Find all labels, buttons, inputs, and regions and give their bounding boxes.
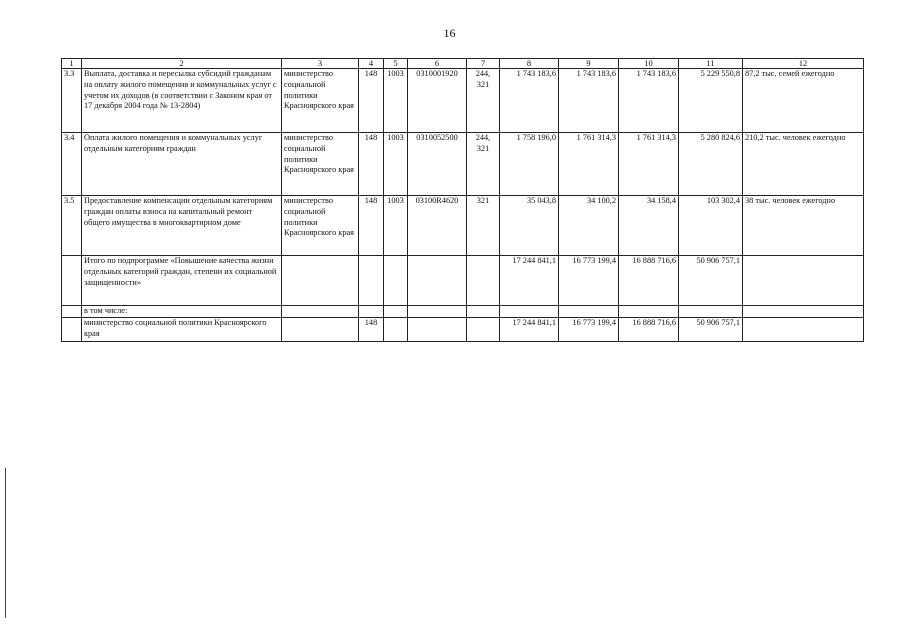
column-header: 10 [619, 59, 679, 69]
row-year2: 1 743 183,6 [559, 69, 619, 133]
row-vr: 244, 321 [467, 69, 500, 133]
column-header: 2 [82, 59, 282, 69]
column-header: 4 [359, 59, 384, 69]
ministry-row-grbs: 148 [359, 317, 384, 341]
row-year1: 35 043,8 [500, 196, 559, 256]
row-id: 3.3 [62, 69, 82, 133]
column-header: 8 [500, 59, 559, 69]
column-header: 9 [559, 59, 619, 69]
budget-table [61, 58, 864, 342]
row-year2: 1 761 314,3 [559, 133, 619, 196]
row-grbs: 148 [359, 196, 384, 256]
column-header: 6 [408, 59, 467, 69]
total-year3: 16 888 716,6 [619, 256, 679, 306]
row-grbs: 148 [359, 133, 384, 196]
row-vr: 244, 321 [467, 133, 500, 196]
total-row-name: Итого по подпрограмме «Повышение качества жизни отдельных категорий граждан, степени их социальной защищенности» [82, 256, 282, 306]
row-year1: 1 758 196,0 [500, 133, 559, 196]
row-year3: 1 761 314,3 [619, 133, 679, 196]
row-ministry: министерство социальной политики Красноярского края [282, 196, 359, 256]
row-vr: 321 [467, 196, 500, 256]
row-year2: 34 100,2 [559, 196, 619, 256]
table-row [62, 69, 864, 133]
column-header: 7 [467, 59, 500, 69]
column-header: 12 [743, 59, 864, 69]
column-number-row [62, 59, 864, 69]
row-rzpr: 1003 [384, 196, 408, 256]
total-year2: 16 773 199,4 [559, 256, 619, 306]
row-result: 38 тыс. человек ежегодно [743, 196, 864, 256]
row-total: 103 302,4 [679, 196, 743, 256]
row-csr: 0310001920 [408, 69, 467, 133]
ministry-row-name: министерство социальной политики Красноярского края [82, 317, 282, 341]
ministry-year1: 17 244 841,1 [500, 317, 559, 341]
table-row [62, 133, 864, 196]
row-result: 210,2 тыс. человек ежегодно [743, 133, 864, 196]
row-name: Предоставление компенсации отдельным категориям граждан оплаты взноса на капитальный ремонт общего имущества в многоквартирном доме [82, 196, 282, 256]
table-row [62, 196, 864, 256]
column-header: 1 [62, 59, 82, 69]
row-ministry: министерство социальной политики Красноярского края [282, 69, 359, 133]
row-id: 3.4 [62, 133, 82, 196]
row-total: 5 280 824,6 [679, 133, 743, 196]
row-name: Оплата жилого помещения и коммунальных услуг отдельным категориям граждан [82, 133, 282, 196]
total-sum: 50 906 757,1 [679, 256, 743, 306]
subprogram-total-row [62, 256, 864, 306]
ministry-year3: 16 888 716,6 [619, 317, 679, 341]
total-year1: 17 244 841,1 [500, 256, 559, 306]
row-rzpr: 1003 [384, 69, 408, 133]
including-row [62, 306, 864, 318]
page-number: 16 [443, 26, 456, 40]
row-grbs: 148 [359, 69, 384, 133]
row-result: 87,2 тыс. семей ежегодно [743, 69, 864, 133]
row-year3: 34 158,4 [619, 196, 679, 256]
row-total: 5 229 550,8 [679, 69, 743, 133]
row-csr: 03100R4620 [408, 196, 467, 256]
scan-edge-line [5, 468, 6, 618]
row-year1: 1 743 183,6 [500, 69, 559, 133]
ministry-row [62, 317, 864, 341]
row-rzpr: 1003 [384, 133, 408, 196]
column-header: 3 [282, 59, 359, 69]
row-name: Выплата, доставка и пересылка субсидий гражданам на оплату жилого помещения и коммунальных услуг с учетом их доходов (в соответствии с Законом края от 17 декабря 2004 года № 13-2804) [82, 69, 282, 133]
ministry-total: 50 906 757,1 [679, 317, 743, 341]
row-year3: 1 743 183,6 [619, 69, 679, 133]
ministry-year2: 16 773 199,4 [559, 317, 619, 341]
row-ministry: министерство социальной политики Красноярского края [282, 133, 359, 196]
column-header: 5 [384, 59, 408, 69]
row-id: 3.5 [62, 196, 82, 256]
row-csr: 0310052500 [408, 133, 467, 196]
including-label: в том числе: [82, 306, 282, 318]
column-header: 11 [679, 59, 743, 69]
